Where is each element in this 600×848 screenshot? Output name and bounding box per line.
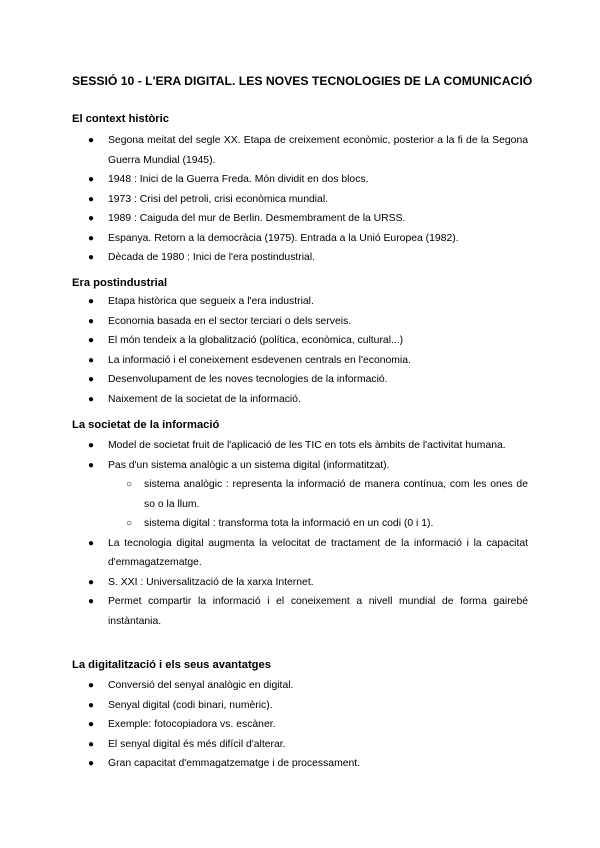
list-item: ● Dècada de 1980 : Inici de l'era postindustrial. [72,248,528,268]
list-item: ● Etapa històrica que segueix a l'era industrial. [72,292,528,312]
page-title: SESSIÓ 10 - L'ERA DIGITAL. LES NOVES TECNOLOGIES DE LA COMUNICACIÓ [72,74,533,88]
list-item: ● Pas d'un sistema analògic a un sistema digital (informatitzat). [72,456,528,476]
list-item: ● 1989 : Caiguda del mur de Berlin. Desmembrament de la URSS. [72,209,528,229]
circle-bullet-icon: ○ [126,479,133,490]
list-item: ● Senyal digital (codi binari, numèric). [72,696,528,716]
bullet-icon: ● [88,758,95,769]
list-item: ● 1973 : Crisi del petroli, crisi econòmica mundial. [72,190,528,210]
section-heading-information-society: La societat de la informació [72,419,220,431]
list-item: ● El senyal digital és més difícil d'alterar. [72,735,528,755]
list-item: ● La informació i el coneixement esdevenen centrals en l'economia. [72,351,528,371]
list-item: ● Naixement de la societat de la informació. [72,390,528,410]
list-postindustrial [72,292,528,409]
circle-bullet-icon: ○ [126,518,133,529]
bullet-icon: ● [88,393,95,405]
section-heading-digitalization: La digitalització i els seus avantatges [72,659,271,671]
list-item: ● Model de societat fruit de l'aplicació de les TIC en tots els àmbits de l'activitat humana. [72,436,528,456]
list-item: ● Exemple: fotocopiadora vs. escàner. [72,715,528,735]
bullet-icon: ● [88,193,95,205]
section-heading-context: El context històric [72,113,169,125]
bullet-icon: ● [88,459,95,471]
bullet-icon: ● [88,699,95,711]
list-item: ● Espanya. Retorn a la democràcia (1975). Entrada a la Unió Europea (1982). [72,229,528,249]
bullet-icon: ● [88,315,95,327]
bullet-icon: ● [88,596,95,607]
list-item: ● Conversió del senyal analògic en digital. [72,676,528,696]
bullet-icon: ● [88,576,95,588]
list-item: ● S. XXI : Universalització de la xarxa Internet. [72,573,528,593]
bullet-icon: ● [88,738,95,750]
bullet-icon: ● [88,374,95,385]
bullet-icon: ● [88,335,95,346]
list-item: ● Permet compartir la informació i el coneixement a nivell mundial de forma gairebé instàntania. [72,592,528,631]
bullet-icon: ● [88,252,95,263]
bullet-icon: ● [88,135,95,146]
bullet-icon: ● [88,440,95,451]
sub-list-item: ○ sistema analògic : representa la informació de manera contínua, com les ones de so o la llum. [72,475,528,514]
bullet-icon: ● [88,719,95,730]
list-item: ● Economia basada en el sector terciari o dels serveis. [72,312,528,332]
list-item: ● Desenvolupament de les noves tecnologies de la informació. [72,370,528,390]
sub-list-item: ○ sistema digital : transforma tota la informació en un codi (0 i 1). [72,514,528,534]
bullet-icon: ● [88,174,95,185]
list-context [72,131,528,268]
bullet-icon: ● [88,296,95,307]
bullet-icon: ● [88,232,95,244]
list-information-society [72,436,528,631]
list-item: ● La tecnologia digital augmenta la velocitat de tractament de la informació i la capacitat d'emmagatzematge. [72,534,528,573]
list-item: ● Gran capacitat d'emmagatzematge i de processament. [72,754,528,774]
list-digitalization [72,676,528,774]
bullet-icon: ● [88,354,95,366]
list-item: ● 1948 : Inici de la Guerra Freda. Món dividit en dos blocs. [72,170,528,190]
bullet-icon: ● [88,680,95,691]
list-item: ● Segona meitat del segle XX. Etapa de creixement econòmic, posterior a la fi de la Segona Guerra Mundial (1945). [72,131,528,170]
section-heading-postindustrial: Era postindustrial [72,277,168,289]
bullet-icon: ● [88,537,95,549]
bullet-icon: ● [88,213,95,224]
list-item: ● El món tendeix a la globalització (política, econòmica, cultural...) [72,331,528,351]
